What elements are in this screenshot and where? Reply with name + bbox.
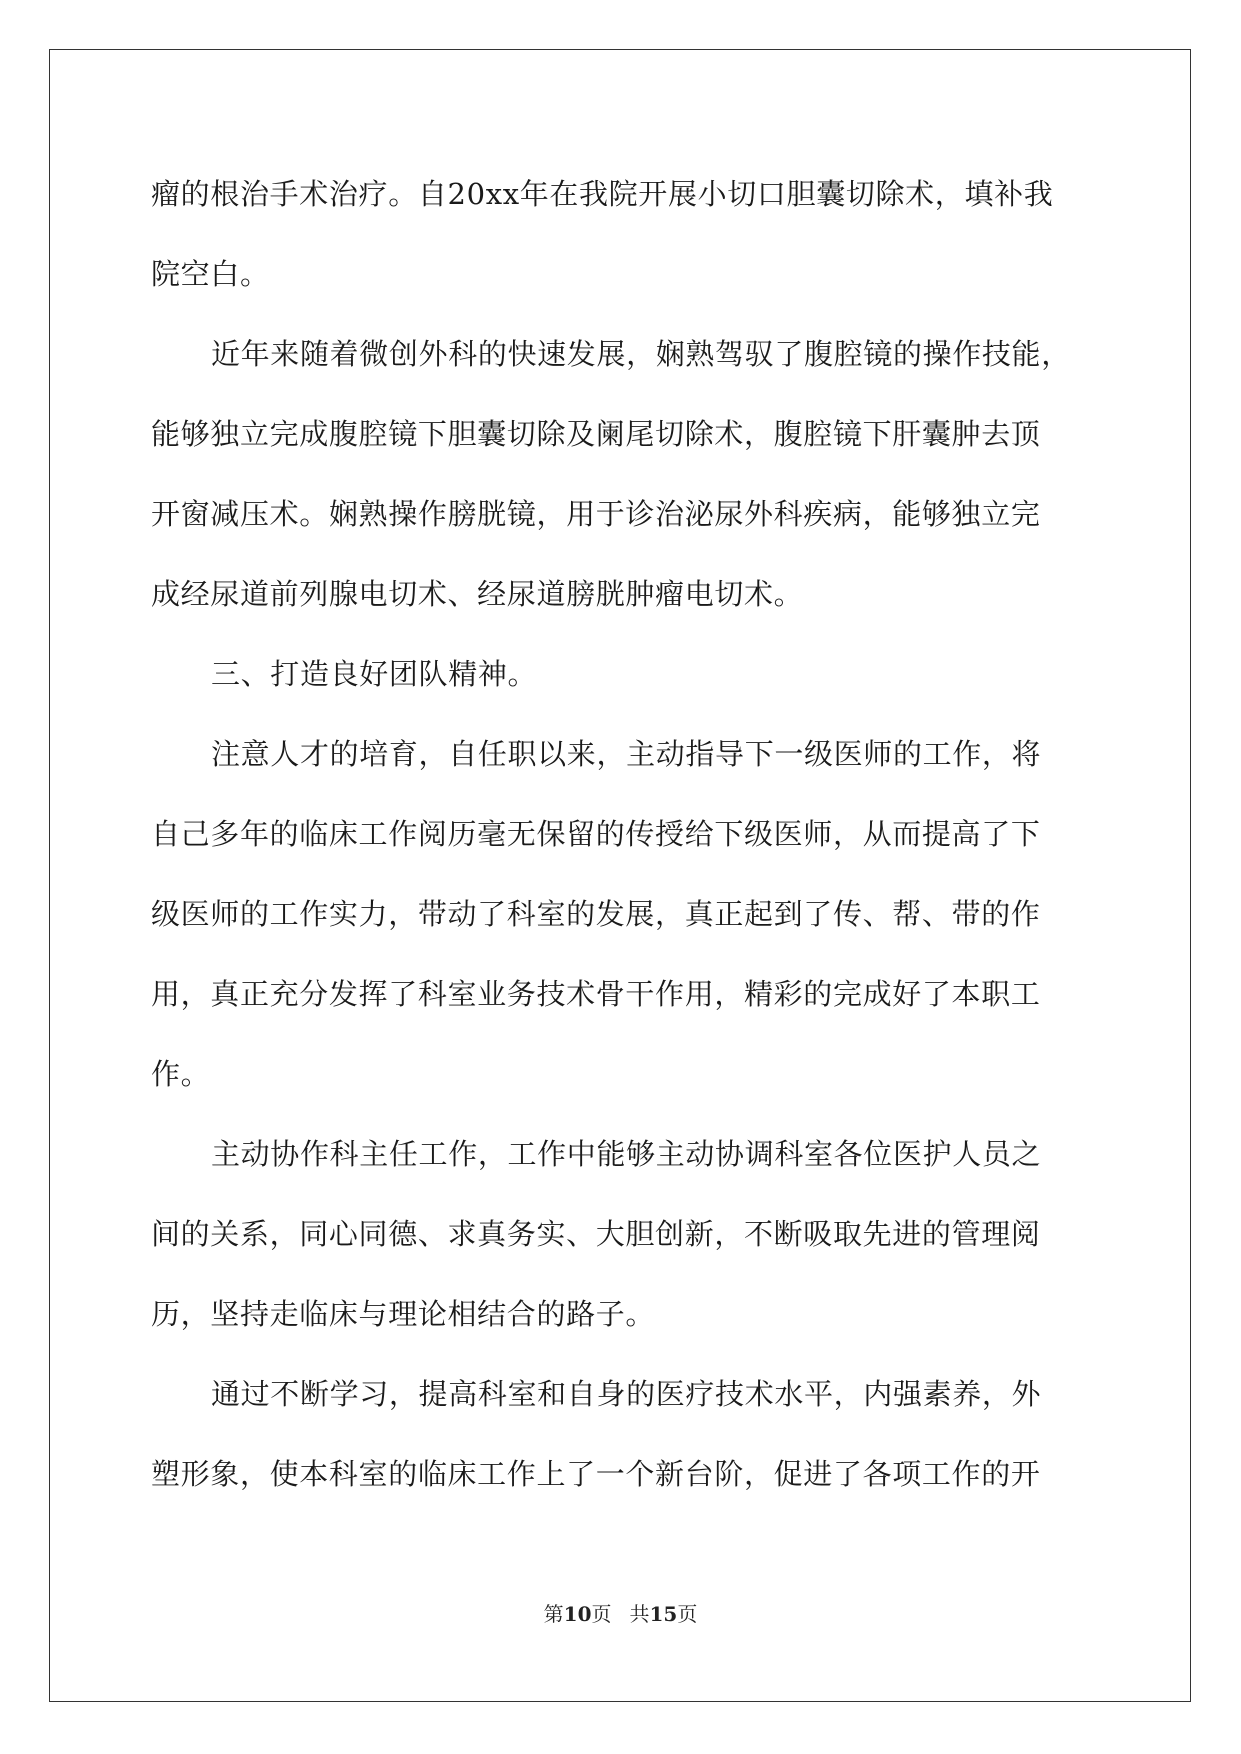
total-prefix: 共 xyxy=(629,1602,650,1626)
text-line: 间的关系，同心同德、求真务实、大胆创新，不断吸取先进的管理阅 xyxy=(151,1217,1041,1251)
total-suffix: 页 xyxy=(677,1602,698,1626)
paragraph-start: 近年来随着微创外科的快速发展，娴熟驾驭了腹腔镜的操作技能， xyxy=(211,337,1071,371)
section-heading: 三、打造良好团队精神。 xyxy=(211,657,538,691)
page-footer xyxy=(0,1600,1241,1628)
total-page-count: 15 xyxy=(649,1602,678,1626)
text-line: 院空白。 xyxy=(151,257,270,291)
text-line: 用，真正充分发挥了科室业务技术骨干作用，精彩的完成好了本职工 xyxy=(151,977,1041,1011)
text-line: 开窗减压术。娴熟操作膀胱镜，用于诊治泌尿外科疾病，能够独立完 xyxy=(151,497,1041,531)
text-line: 能够独立完成腹腔镜下胆囊切除及阑尾切除术，腹腔镜下肝囊肿去顶 xyxy=(151,417,1041,451)
text-line: 成经尿道前列腺电切术、经尿道膀胱肿瘤电切术。 xyxy=(151,577,804,611)
text-line: 塑形象，使本科室的临床工作上了一个新台阶，促进了各项工作的开 xyxy=(151,1457,1041,1491)
text-line: 历，坚持走临床与理论相结合的路子。 xyxy=(151,1297,656,1331)
paragraph-start: 主动协作科主任工作，工作中能够主动协调科室各位医护人员之 xyxy=(211,1137,1042,1171)
paragraph-start: 通过不断学习，提高科室和自身的医疗技术水平，内强素养，外 xyxy=(211,1377,1042,1411)
page-suffix: 页 xyxy=(591,1602,612,1626)
text-line: 瘤的根治手术治疗。自20xx年在我院开展小切口胆囊切除术，填补我 xyxy=(151,177,1054,211)
document-body xyxy=(151,154,1091,1514)
text-line: 作。 xyxy=(151,1057,211,1091)
text-line: 自己多年的临床工作阅历毫无保留的传授给下级医师，从而提高了下 xyxy=(151,817,1041,851)
text-line: 级医师的工作实力，带动了科室的发展，真正起到了传、帮、带的作 xyxy=(151,897,1041,931)
current-page-number: 10 xyxy=(563,1602,592,1626)
page-prefix: 第 xyxy=(543,1602,564,1626)
paragraph-start: 注意人才的培育，自任职以来，主动指导下一级医师的工作，将 xyxy=(211,737,1042,771)
